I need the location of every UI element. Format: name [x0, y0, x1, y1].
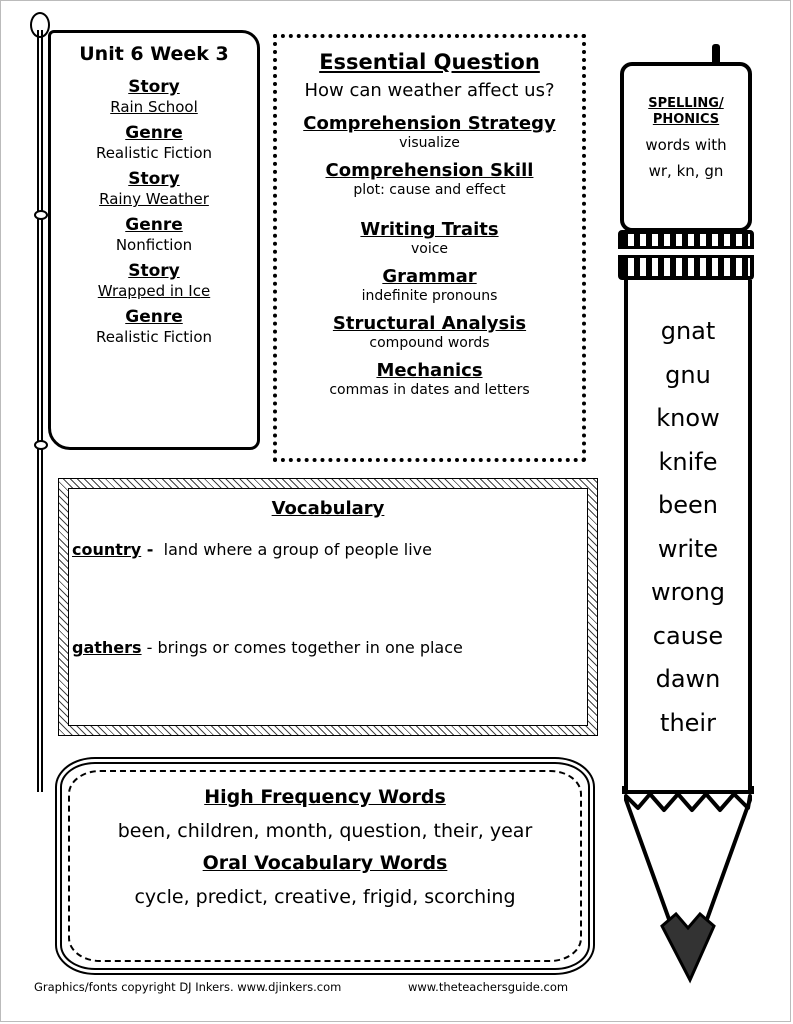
vocabulary-title: Vocabulary	[271, 498, 385, 519]
banner-heading: Story	[128, 77, 180, 97]
banner-item	[51, 215, 257, 255]
phonics-heading: PHONICS	[652, 112, 720, 127]
pencil-wood-edge	[624, 786, 752, 792]
section-heading: Mechanics	[376, 360, 483, 381]
spelling-topic: words with	[645, 136, 727, 154]
high-frequency-content	[62, 786, 588, 908]
vocabulary-entry	[72, 638, 463, 657]
banner-heading: Genre	[125, 307, 183, 327]
banner-item	[51, 123, 257, 163]
section-value: visualize	[399, 135, 460, 151]
story-banner	[48, 30, 260, 450]
banner-value: Realistic Fiction	[95, 144, 213, 162]
spelling-word-list	[628, 310, 748, 745]
banner-heading: Story	[128, 261, 180, 281]
oral-vocabulary-title: Oral Vocabulary Words	[202, 852, 448, 874]
vocabulary-definition: brings or comes together in one place	[157, 638, 463, 657]
spelling-word: wrong	[650, 578, 726, 606]
essential-question-text: How can weather affect us?	[304, 80, 555, 101]
banner-item	[51, 169, 257, 209]
oral-vocabulary-words: cycle, predict, creative, frigid, scorching	[134, 886, 516, 908]
section-value: voice	[410, 241, 449, 257]
vocabulary-definition: land where a group of people live	[163, 540, 432, 559]
section-heading: Comprehension Strategy	[303, 113, 556, 134]
pencil-tip	[620, 786, 756, 986]
vocabulary-word: gathers	[72, 638, 142, 657]
spelling-word: write	[657, 534, 719, 563]
vocabulary-word: country	[72, 540, 142, 559]
flag-tie	[34, 440, 48, 450]
banner-item	[51, 261, 257, 301]
section-heading: Structural Analysis	[332, 313, 527, 334]
website-footer: www.theteachersguide.com	[408, 980, 569, 994]
spelling-pattern: wr, kn, gn	[648, 162, 724, 180]
unit-week-title: Unit 6 Week 3	[79, 43, 229, 65]
section-value: indefinite pronouns	[361, 288, 498, 304]
section-value: compound words	[369, 335, 490, 351]
high-frequency-words: been, children, month, question, their, year	[117, 820, 533, 842]
spelling-word: dawn	[655, 665, 721, 693]
vocabulary-separator: -	[141, 540, 154, 559]
banner-value: Nonfiction	[115, 236, 193, 254]
spelling-heading: SPELLING/	[648, 96, 724, 111]
spelling-word: cause	[652, 621, 724, 650]
section-value: commas in dates and letters	[329, 382, 530, 398]
spelling-word: knife	[658, 447, 718, 476]
banner-heading: Genre	[125, 215, 183, 235]
section-value: plot: cause and effect	[353, 182, 506, 198]
spelling-word: been	[658, 491, 718, 519]
flagpole	[37, 30, 43, 792]
high-frequency-title: High Frequency Words	[204, 786, 446, 808]
vocabulary-separator: -	[141, 638, 153, 657]
essential-question-box	[273, 34, 586, 462]
banner-value: Wrapped in Ice	[97, 282, 211, 300]
vocabulary-box	[58, 478, 598, 736]
spelling-word: gnat	[660, 317, 716, 345]
section-heading: Comprehension Skill	[325, 160, 534, 181]
banner-value: Rainy Weather	[99, 190, 209, 208]
pencil-body	[624, 280, 752, 790]
banner-value: Rain School	[110, 98, 198, 116]
banner-item	[51, 77, 257, 117]
high-frequency-box	[55, 757, 595, 975]
essential-question-title: Essential Question	[319, 50, 540, 74]
section-heading: Grammar	[382, 266, 477, 287]
banner-item	[51, 307, 257, 347]
banner-value: Realistic Fiction	[95, 328, 213, 346]
banner-heading: Story	[128, 169, 180, 189]
flag-tie	[34, 210, 48, 220]
spelling-word: gnu	[665, 360, 711, 389]
section-heading: Writing Traits	[360, 219, 499, 240]
vocabulary-entry	[72, 540, 432, 559]
spelling-word: their	[660, 708, 716, 737]
banner-heading: Genre	[125, 123, 183, 143]
spelling-word: know	[656, 404, 720, 432]
copyright-footer: Graphics/fonts copyright DJ Inkers. www.djinkers.com	[34, 980, 342, 994]
pencil-eraser	[620, 62, 752, 232]
pencil-ferrule-band	[618, 246, 754, 258]
